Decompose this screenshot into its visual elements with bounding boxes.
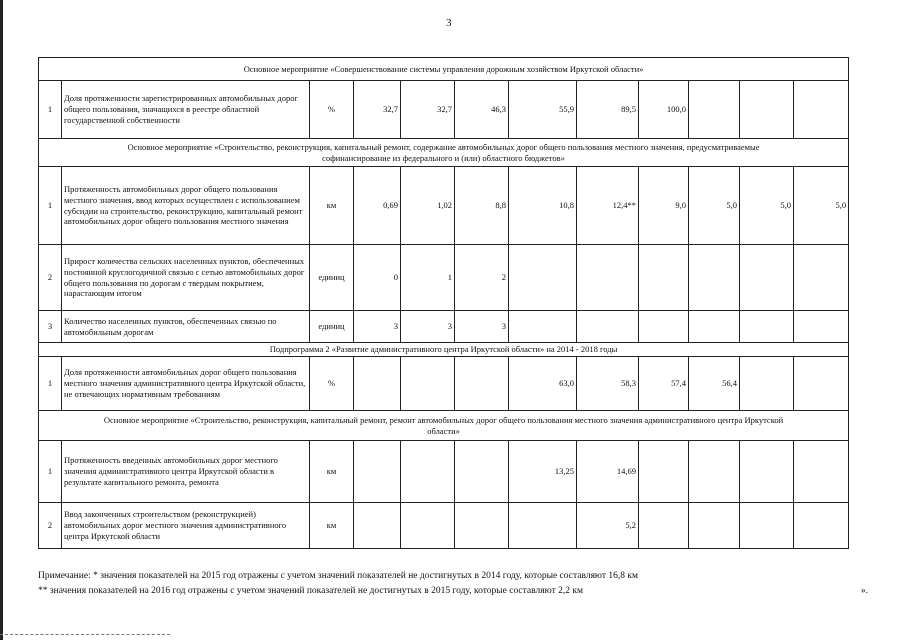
value-cell xyxy=(740,441,794,503)
row-number: 2 xyxy=(39,503,62,549)
value-cell: 0,69 xyxy=(354,167,401,245)
value-cell xyxy=(740,81,794,139)
table-row xyxy=(39,441,849,503)
value-cell: 100,0 xyxy=(639,81,689,139)
indicator-name: Протяженность автомобильных дорог общего пользования местного значения, ввод которых осуществлен с использованием субсидии на строительство, реконструкцию, капитальный ремонт автомобильных дорог общего пользования местного значения xyxy=(62,167,310,245)
value-cell: 12,4** xyxy=(577,167,639,245)
value-cell xyxy=(455,441,509,503)
value-cell xyxy=(354,441,401,503)
value-cell xyxy=(455,357,509,411)
value-cell: 9,0 xyxy=(639,167,689,245)
value-cell: 2 xyxy=(455,245,509,311)
value-cell: 57,4 xyxy=(639,357,689,411)
indicator-name: Протяженность введенных автомобильных дорог местного значения административного центра Иркутской области в результате капитального ремонта, ремонта xyxy=(62,441,310,503)
indicator-name: Доля протяженности автомобильных дорог общего пользования местного значения административного центра Иркутской области, не отвечающих нормативным требованиям xyxy=(62,357,310,411)
row-number: 2 xyxy=(39,245,62,311)
row-number: 1 xyxy=(39,81,62,139)
row-number: 1 xyxy=(39,357,62,411)
row-number: 1 xyxy=(39,441,62,503)
value-cell: 3 xyxy=(401,311,455,343)
value-cell: 1 xyxy=(401,245,455,311)
value-cell xyxy=(509,503,577,549)
value-cell xyxy=(794,503,849,549)
footnotes xyxy=(38,569,868,598)
value-cell xyxy=(509,311,577,343)
value-cell: 58,3 xyxy=(577,357,639,411)
unit-cell: % xyxy=(310,357,354,411)
section-heading-line: софинансирование из федерального и (или) областного бюджетов» xyxy=(322,152,565,163)
section-heading-row xyxy=(39,58,849,81)
value-cell xyxy=(689,503,740,549)
value-cell xyxy=(794,441,849,503)
table-row xyxy=(39,311,849,343)
section-heading xyxy=(39,139,849,167)
unit-cell: единиц xyxy=(310,311,354,343)
value-cell: 89,5 xyxy=(577,81,639,139)
section-heading xyxy=(39,58,849,81)
value-cell: 32,7 xyxy=(354,81,401,139)
value-cell: 10,8 xyxy=(509,167,577,245)
value-cell: 5,0 xyxy=(794,167,849,245)
section-heading-line: Основное мероприятие «Строительство, реконструкция, капитальный ремонт, ремонт автомобильных дорог общего пользования местного значения административного центра Иркутской xyxy=(103,414,784,425)
row-number: 1 xyxy=(39,167,62,245)
page-number: 3 xyxy=(446,17,452,29)
unit-cell: % xyxy=(310,81,354,139)
value-cell: 32,7 xyxy=(401,81,455,139)
value-cell xyxy=(689,441,740,503)
value-cell xyxy=(794,357,849,411)
value-cell: 3 xyxy=(455,311,509,343)
table-row xyxy=(39,503,849,549)
section-heading-line: области» xyxy=(427,425,460,436)
value-cell: 3 xyxy=(354,311,401,343)
value-cell xyxy=(689,245,740,311)
section-heading-line: Подпрограмма 2 «Развитие административного центра Иркутской области» на 2014 - 2018 годы xyxy=(269,344,618,355)
value-cell xyxy=(740,503,794,549)
scan-left-edge xyxy=(0,0,3,640)
table-row xyxy=(39,81,849,139)
value-cell xyxy=(740,311,794,343)
table-row xyxy=(39,167,849,245)
closing-quote: ». xyxy=(860,585,868,596)
indicator-name: Доля протяженности зарегистрированных автомобильных дорог общего пользования, значащихся в реестре областной государственной собственности xyxy=(62,81,310,139)
value-cell: 1,02 xyxy=(401,167,455,245)
unit-cell: км xyxy=(310,441,354,503)
table-row xyxy=(39,357,849,411)
value-cell xyxy=(354,357,401,411)
section-heading-row xyxy=(39,343,849,357)
value-cell: 5,0 xyxy=(689,167,740,245)
value-cell xyxy=(689,81,740,139)
indicator-name: Количество населенных пунктов, обеспеченных связью по автомобильным дорогам xyxy=(62,311,310,343)
value-cell: 46,3 xyxy=(455,81,509,139)
value-cell xyxy=(401,441,455,503)
value-cell: 13,25 xyxy=(509,441,577,503)
value-cell xyxy=(401,357,455,411)
unit-cell: единиц xyxy=(310,245,354,311)
scan-artifact xyxy=(0,634,170,637)
value-cell xyxy=(509,245,577,311)
value-cell xyxy=(455,503,509,549)
value-cell xyxy=(354,503,401,549)
indicator-name: Ввод законченных строительством (реконструкцией) автомобильных дорог местного значения административного центра Иркутской области xyxy=(62,503,310,549)
value-cell xyxy=(639,311,689,343)
value-cell xyxy=(794,81,849,139)
value-cell: 8,8 xyxy=(455,167,509,245)
value-cell xyxy=(740,245,794,311)
value-cell: 5,0 xyxy=(740,167,794,245)
value-cell xyxy=(740,357,794,411)
value-cell xyxy=(794,311,849,343)
section-heading-row xyxy=(39,139,849,167)
value-cell: 63,0 xyxy=(509,357,577,411)
value-cell: 5,2 xyxy=(577,503,639,549)
value-cell xyxy=(577,311,639,343)
value-cell: 0 xyxy=(354,245,401,311)
footnote-1: Примечание: * значения показателей на 2015 год отражены с учетом значений показателей не достигнутых в 2014 году, которые составляют 16,8 км xyxy=(38,571,639,581)
value-cell xyxy=(639,503,689,549)
unit-cell: км xyxy=(310,503,354,549)
value-cell xyxy=(794,245,849,311)
indicator-name: Прирост количества сельских населенных пунктов, обеспеченных постоянной круглогодичной связью с сетью автомобильных дорог общего пользования по дорогам с твердым покрытием, нарастающим итогом xyxy=(62,245,310,311)
value-cell: 56,4 xyxy=(689,357,740,411)
value-cell: 55,9 xyxy=(509,81,577,139)
section-heading xyxy=(39,411,849,441)
table-row xyxy=(39,245,849,311)
section-heading-line: Основное мероприятие «Совершенствование системы управления дорожным хозяйством Иркутской области» xyxy=(243,63,644,74)
section-heading xyxy=(39,343,849,357)
footnote-2: ** значения показателей на 2016 год отражены с учетом значений показателей не достигнутых в 2015 году, которые составляют 2,2 км xyxy=(38,585,583,596)
unit-cell: км xyxy=(310,167,354,245)
value-cell xyxy=(639,245,689,311)
value-cell: 14,69 xyxy=(577,441,639,503)
value-cell xyxy=(401,503,455,549)
indicators-table xyxy=(38,57,849,549)
value-cell xyxy=(689,311,740,343)
value-cell xyxy=(577,245,639,311)
section-heading-line: Основное мероприятие «Строительство, реконструкция, капитальный ремонт, содержание автомобильных дорог общего пользования местного значения, предусматриваемые xyxy=(127,141,760,152)
table-body xyxy=(39,58,849,549)
section-heading-row xyxy=(39,411,849,441)
value-cell xyxy=(639,441,689,503)
row-number: 3 xyxy=(39,311,62,343)
